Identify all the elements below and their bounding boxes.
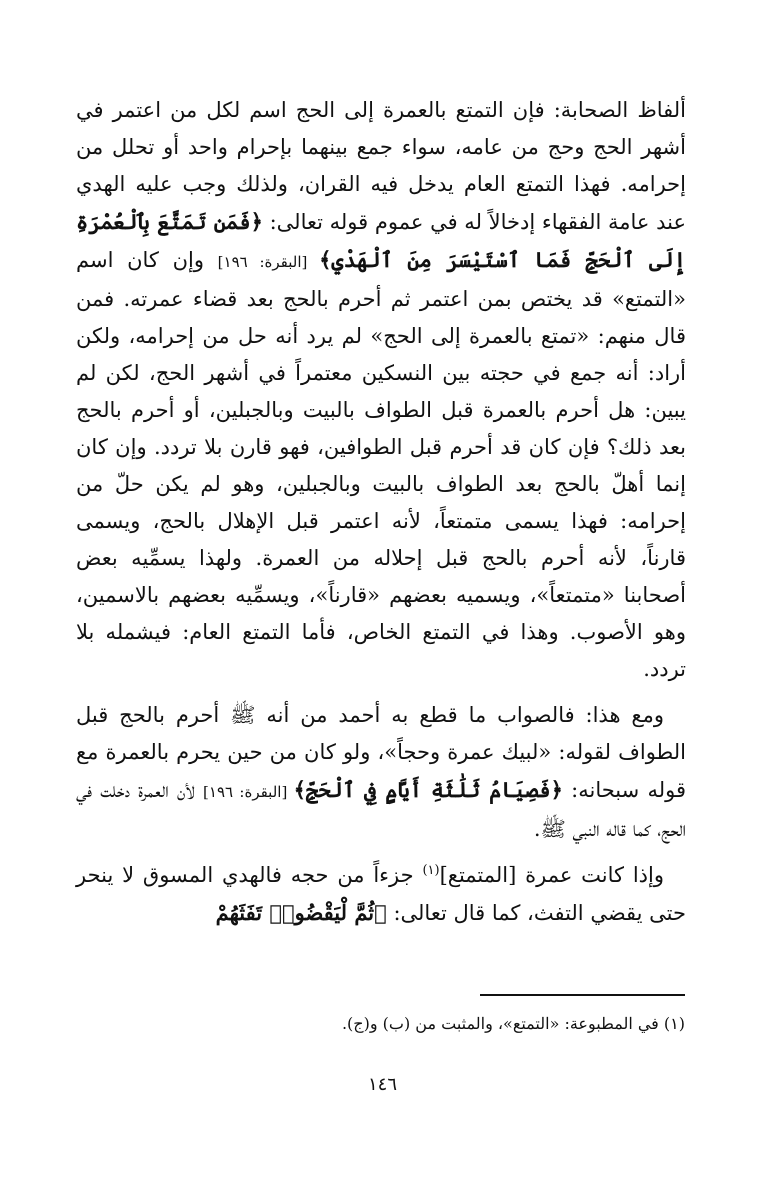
page-number: ١٤٦ — [367, 1074, 397, 1095]
paragraph-1 — [76, 92, 686, 688]
footnote-marker: (١) — [422, 863, 440, 878]
body-text — [76, 92, 686, 932]
paragraph-2-text-a: ومع هذا: فالصواب ما قطع به أحمد من أنه ﷺ أحرم بالحج قبل الطواف لقوله: «لبيك عمرة وحجاً»، ولو كان من حين يحرم بالعمرة مع قوله سبحانه: — [76, 703, 686, 802]
verse-reference-2: [البقرة: ١٩٦] — [203, 783, 294, 801]
paragraph-2-text-b: لأن العمرة دخلت في الحج، كما قاله النبي ﷺ. — [76, 778, 686, 841]
paragraph-3-text-b: جزءاً من حجه فالهدي المسوق لا ينحر حتى يقضي التفث، كما قال تعالى: — [76, 863, 686, 925]
paragraph-2 — [76, 697, 686, 848]
paragraph-1-text-a: ألفاظ الصحابة: فإن التمتع بالعمرة إلى الحج اسم لكل من اعتمر في أشهر الحج وحج من عامه، سواء جمع بينهما بإحرام واحد أو تحلل من إحرامه. فهذا التمتع العام يدخل فيه القران، ولذلك وجب عليه الهدي عند عامة الفقهاء إدخالاً له في عموم قوله تعالى: — [76, 98, 687, 234]
paragraph-3-text-a: وإذا كانت عمرة [المتمتع] — [439, 863, 665, 887]
quran-verse-2: ﴿فَصِيَامُ ثَلَٰثَةِ أَيَّامٍ فِي ٱلْحَجِّ﴾ — [293, 777, 563, 802]
footnote-divider — [480, 994, 685, 996]
footnote: (١) في المطبوعة: «التمتع»، والمثبت من (ب) و(ج). — [341, 1014, 685, 1033]
verse-reference-1: [البقرة: ١٩٦] — [217, 253, 320, 271]
quran-verse-1: ﴿فَمَن تَمَتَّعَ بِٱلْعُمْرَةِ إِلَى ٱلْحَجِّ فَمَا ٱسْتَيْسَرَ مِنَ ٱلْهَدْيِ﴾ — [76, 209, 686, 272]
quran-verse-3: ﴿ثُمَّ لْيَقْضُوا۟ تَفَثَهُمْ — [215, 900, 387, 925]
paragraph-1-text-b: وإن كان اسم «التمتع» قد يختص بمن اعتمر ثم أحرم بالحج بعد قضاء عمرته. فمن قال منهم: «تمتع بالعمرة إلى الحج» لم يرد أنه حل من إحرامه، ولكن أراد: أنه جمع في حجته بين النسكين معتمراً في أشهر الحج، لكن لم يبين: هل أحرم بالعمرة قبل الطواف بالبيت وبالجبلين، أو أحرم بالحج بعد ذلك؟ فإن كان قد أحرم قبل الطوافين، فهو قارن بلا تردد. وإن كان إنما أهلّ بالحج بعد الطواف بالبيت وبالجبلين، وهو لم يكن حلّ من إحرامه: فهذا يسمى متمتعاً، لأنه اعتمر قبل الإهلال بالحج، ويسمى قارناً، لأنه أحرم بالحج قبل إحلاله من العمرة. ولهذا يسمِّيه بعض أصحابنا «متمتعاً»، ويسميه بعضهم «قارناً»، ويسمِّيه بعضهم بالاسمين، وهو الأصوب. وهذا في التمتع الخاص، فأما التمتع العام: فيشمله بلا تردد. — [76, 248, 686, 681]
paragraph-3 — [76, 857, 686, 932]
